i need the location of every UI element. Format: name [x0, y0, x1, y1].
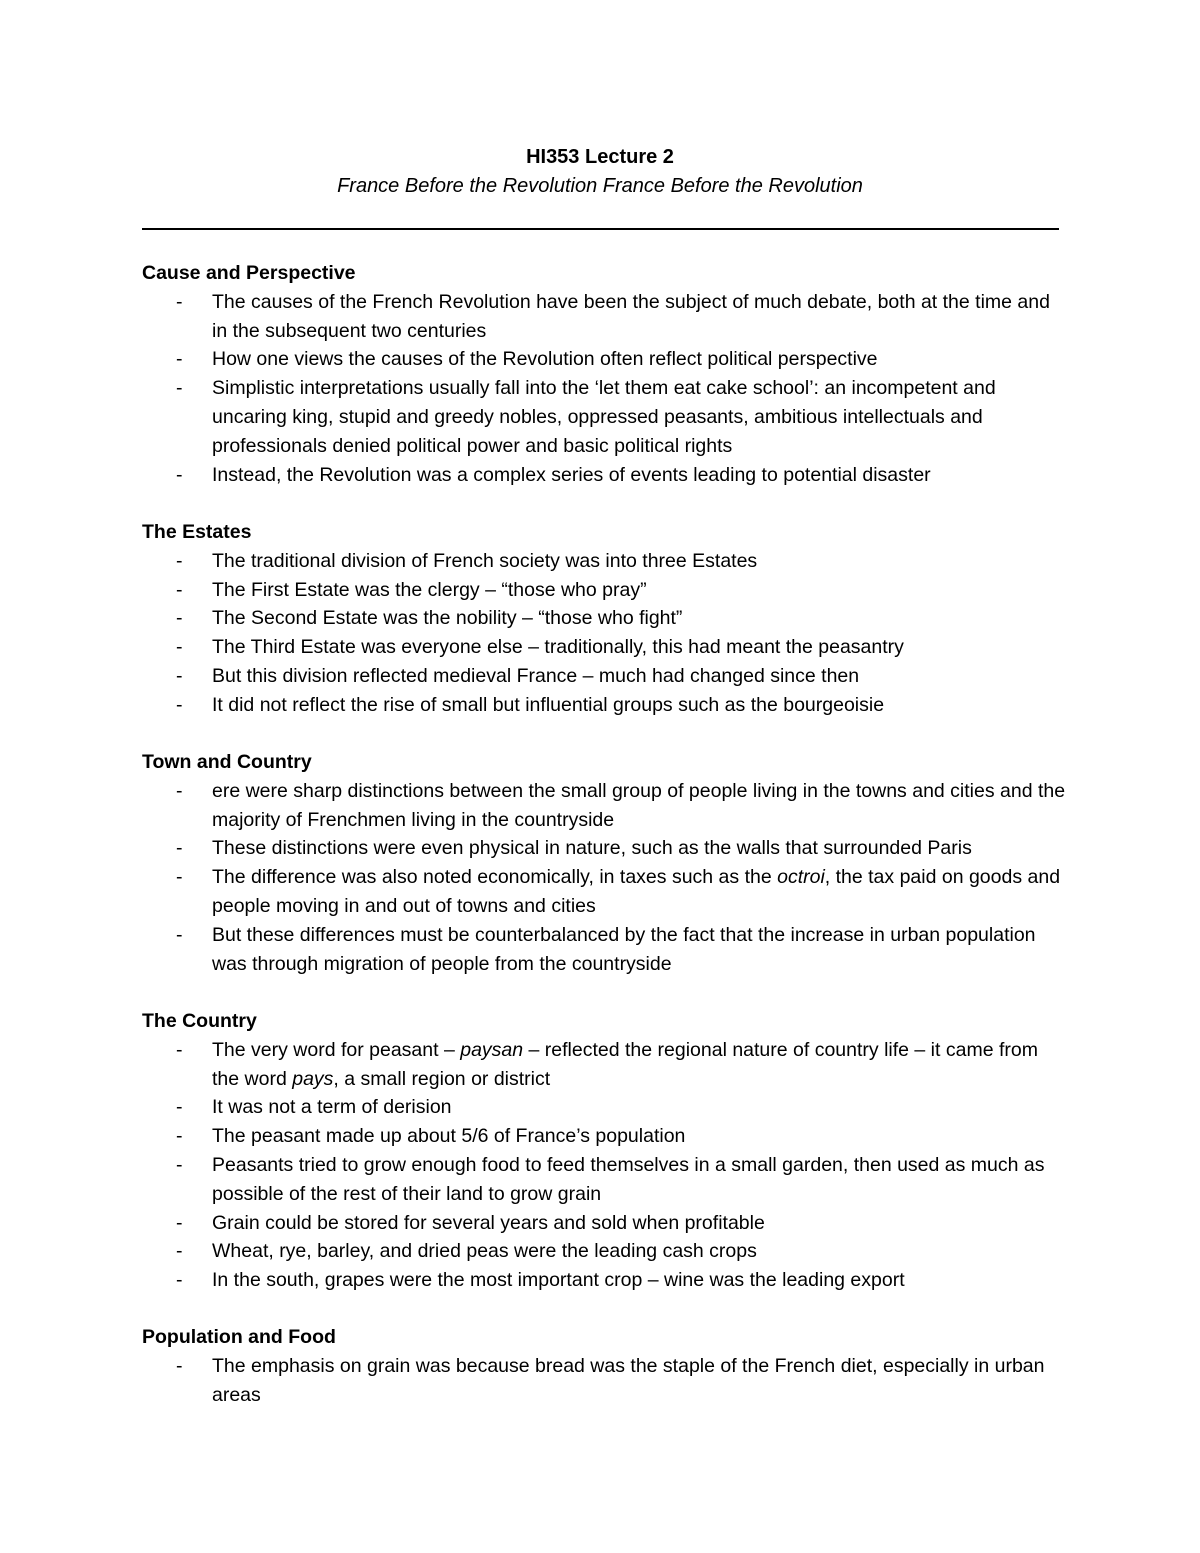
bullet-item — [142, 863, 1067, 921]
bullet-text: But this division reflected medieval France – much had changed since then — [212, 664, 860, 687]
bullet-dash: - — [176, 463, 183, 486]
bullet-item — [142, 1151, 1067, 1209]
bullet-text: It did not reflect the rise of small but influential groups such as the bourgeoisie — [212, 693, 885, 716]
bullet-dash: - — [176, 1354, 183, 1377]
bullet-text: Grain could be stored for several years and sold when profitable — [212, 1211, 765, 1234]
bullet-text: How one views the causes of the Revolution often reflect political perspective — [212, 348, 878, 371]
bullet-dash: - — [176, 377, 183, 400]
bullet-dash: - — [176, 348, 183, 371]
bullet-dash: - — [176, 1096, 183, 1119]
section-the-estates — [142, 518, 1067, 720]
bullet-item — [142, 1036, 1067, 1094]
bullet-item — [142, 1093, 1067, 1122]
bullet-list — [142, 288, 1067, 490]
italic-term: paysan — [460, 1038, 524, 1061]
bullet-text: The peasant made up about 5/6 of France’s population — [212, 1125, 686, 1148]
bullet-text: , the tax paid on goods and people moving in and out of towns and cities — [212, 866, 1061, 917]
bullet-item — [142, 374, 1067, 460]
bullet-text: The Third Estate was everyone else – traditionally, this had meant the peasantry — [212, 636, 904, 659]
bullet-text: These distinctions were even physical in nature, such as the walls that surrounded Paris — [212, 837, 972, 860]
bullet-text: It was not a term of derision — [212, 1096, 452, 1119]
bullet-item — [142, 1209, 1067, 1238]
bullet-item — [142, 921, 1067, 979]
bullet-text: ere were sharp distinctions between the small group of people living in the towns and cities and the majority of Frenchmen living in the countryside — [212, 779, 1066, 831]
section-cause-and-perspective — [142, 259, 1067, 489]
bullet-dash: - — [176, 837, 183, 860]
bullet-list — [142, 1036, 1067, 1295]
bullet-text: Instead, the Revolution was a complex series of events leading to potential disaster — [212, 463, 931, 486]
document-title: HI353 Lecture 2 — [526, 146, 674, 168]
bullet-text: The difference was also noted economically, in taxes such as the — [212, 866, 778, 889]
bullet-text: The First Estate was the clergy – “those who pray” — [212, 578, 647, 601]
bullet-dash: - — [176, 1240, 183, 1263]
section-the-country — [142, 1007, 1067, 1295]
bullet-dash: - — [176, 607, 183, 630]
bullet-text: , a small region or district — [333, 1067, 551, 1090]
section-heading: The Country — [142, 1010, 257, 1032]
bullet-dash: - — [176, 578, 183, 601]
bullet-item — [142, 834, 1067, 863]
bullet-item — [142, 604, 1067, 633]
bullet-dash: - — [176, 664, 183, 687]
bullet-text: Peasants tried to grow enough food to feed themselves in a small garden, then used as much as possible of the rest of their land to grow grain — [212, 1153, 1045, 1205]
bullet-dash: - — [176, 1211, 183, 1234]
bullet-item — [142, 662, 1067, 691]
bullet-dash: - — [176, 1038, 183, 1061]
bullet-dash: - — [176, 549, 183, 572]
section-heading: Cause and Perspective — [142, 262, 356, 284]
bullet-text: The Second Estate was the nobility – “those who fight” — [212, 607, 683, 630]
bullet-text: Wheat, rye, barley, and dried peas were the leading cash crops — [212, 1240, 757, 1263]
bullet-dash: - — [176, 779, 183, 802]
bullet-text: But these differences must be counterbalanced by the fact that the increase in urban population was through migration of people from the countryside — [212, 923, 1036, 975]
document-subtitle: France Before the Revolution France Before the Revolution — [337, 175, 863, 197]
bullet-item — [142, 691, 1067, 720]
bullet-item — [142, 345, 1067, 374]
section-population-and-food — [142, 1323, 1067, 1409]
bullet-text: Simplistic interpretations usually fall into the ‘let them eat cake school’: an incompetent and uncaring king, stupid and greedy nobles, oppressed peasants, ambitious intellectuals and professionals denied political power and basic political rights — [212, 377, 996, 457]
bullet-text: The very word for peasant – — [212, 1038, 461, 1061]
bullet-list — [142, 547, 1067, 720]
italic-term: octroi — [777, 866, 825, 889]
bullet-list — [142, 1352, 1067, 1410]
section-town-and-country — [142, 748, 1067, 978]
section-heading: Population and Food — [142, 1326, 336, 1348]
bullet-list — [142, 777, 1067, 979]
bullet-dash: - — [176, 1269, 183, 1292]
bullet-item — [142, 547, 1067, 576]
bullet-dash: - — [176, 923, 183, 946]
bullet-text: – reflected the regional nature of country life – it came from the word — [212, 1038, 1038, 1090]
bullet-dash: - — [176, 1153, 183, 1176]
bullet-dash: - — [176, 866, 183, 889]
bullet-item — [142, 777, 1067, 835]
bullet-item — [142, 461, 1067, 490]
bullet-item — [142, 1266, 1067, 1295]
bullet-item — [142, 288, 1067, 346]
bullet-text: The emphasis on grain was because bread was the staple of the French diet, especially in urban areas — [212, 1354, 1045, 1406]
bullet-item — [142, 1352, 1067, 1410]
bullet-text: The traditional division of French society was into three Estates — [212, 549, 758, 572]
bullet-text: The causes of the French Revolution have been the subject of much debate, both at the time and in the subsequent two centuries — [212, 290, 1050, 342]
bullet-item — [142, 1122, 1067, 1151]
bullet-dash: - — [176, 693, 183, 716]
bullet-item — [142, 1237, 1067, 1266]
bullet-item — [142, 633, 1067, 662]
bullet-dash: - — [176, 636, 183, 659]
section-heading: Town and Country — [142, 751, 312, 773]
bullet-item — [142, 576, 1067, 605]
italic-term: pays — [292, 1067, 334, 1090]
bullet-dash: - — [176, 290, 183, 313]
title-divider — [142, 228, 1059, 230]
section-heading: The Estates — [142, 521, 252, 543]
bullet-dash: - — [176, 1125, 183, 1148]
bullet-text: In the south, grapes were the most important crop – wine was the leading export — [212, 1269, 905, 1292]
